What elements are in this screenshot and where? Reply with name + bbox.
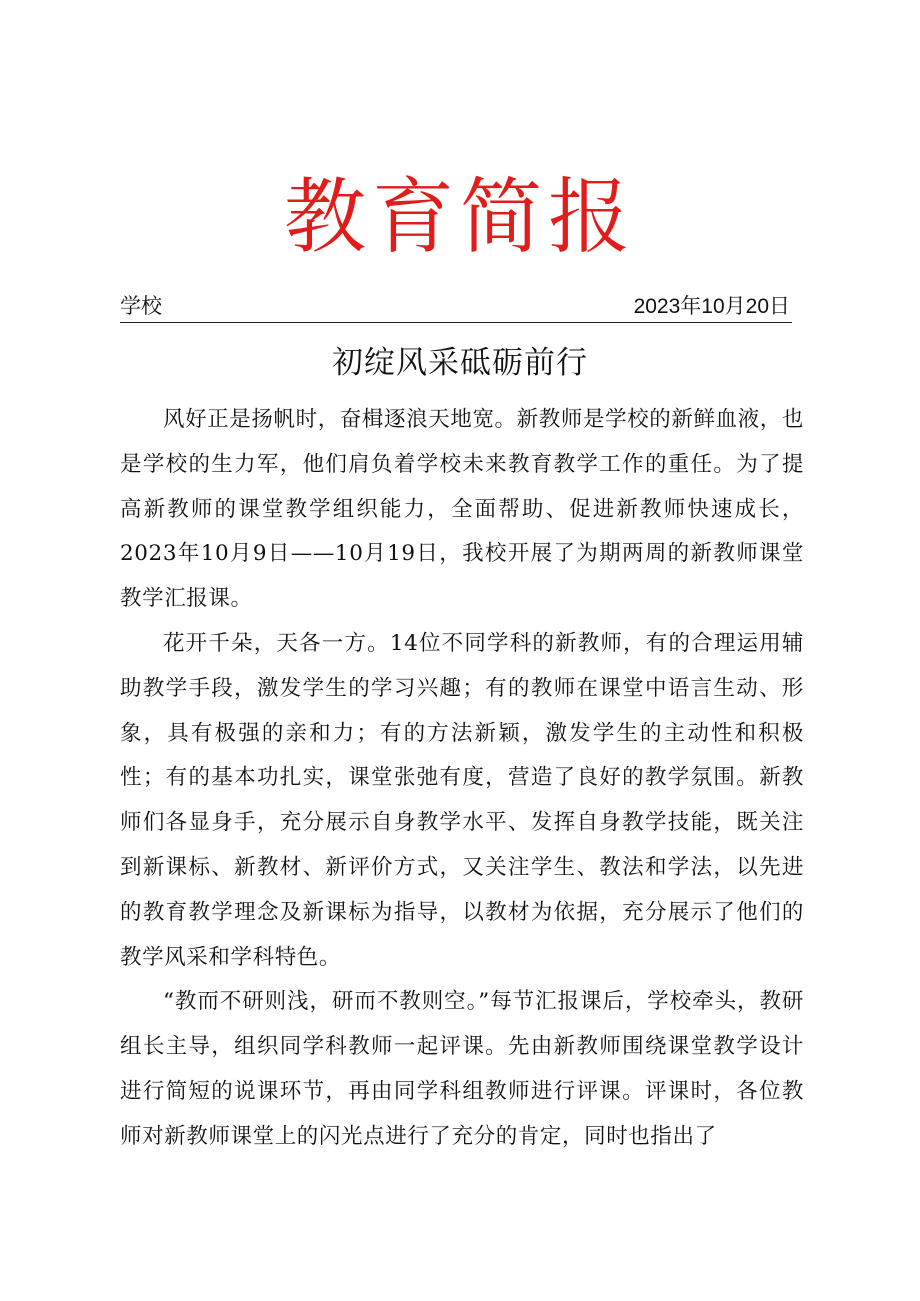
school-label: 学校 bbox=[120, 295, 162, 318]
masthead-title: 教育简报 bbox=[283, 170, 636, 265]
article-title: 初绽风采砥砺前行 bbox=[332, 345, 588, 381]
issue-date: 2023年10月20日 bbox=[633, 295, 790, 318]
paragraph: 风好正是扬帆时，奋楫逐浪天地宽。新教师是学校的新鲜血液，也是学校的生力军，他们肩负着学校未来教育教学工作的重任。为了提高新教师的课堂教学组织能力，全面帮助、促进新教师快速成长，2023年10月9日——10月19日，我校开展了为期两周的新教师课堂教学汇报课。 bbox=[120, 407, 804, 612]
paragraph: “教而不研则浅，研而不教则空。”每节汇报课后，学校牵头，教研组长主导，组织同学科教师一起评课。先由新教师围绕课堂教学设计进行简短的说课环节，再由同学科组教师进行评课。评课时，各位教师对新教师课堂上的闪光点进行了充分的肯定，同时也指出了 bbox=[120, 989, 804, 1149]
article-body bbox=[120, 398, 804, 1160]
paragraph: 花开千朵，天各一方。14位不同学科的新教师，有的合理运用辅助教学手段，激发学生的学习兴趣；有的教师在课堂中语言生动、形象，具有极强的亲和力；有的方法新颖，激发学生的主动性和积极性；有的基本功扎实，课堂张弛有度，营造了良好的教学氛围。新教师们各显身手，充分展示自身教学水平、发挥自身教学技能，既关注到新课标、新教材、新评价方式，又关注学生、教法和学法，以先进的教育教学理念及新课标为指导，以教材为依据，充分展示了他们的教学风采和学科特色。 bbox=[120, 630, 804, 970]
meta-line bbox=[120, 292, 792, 323]
